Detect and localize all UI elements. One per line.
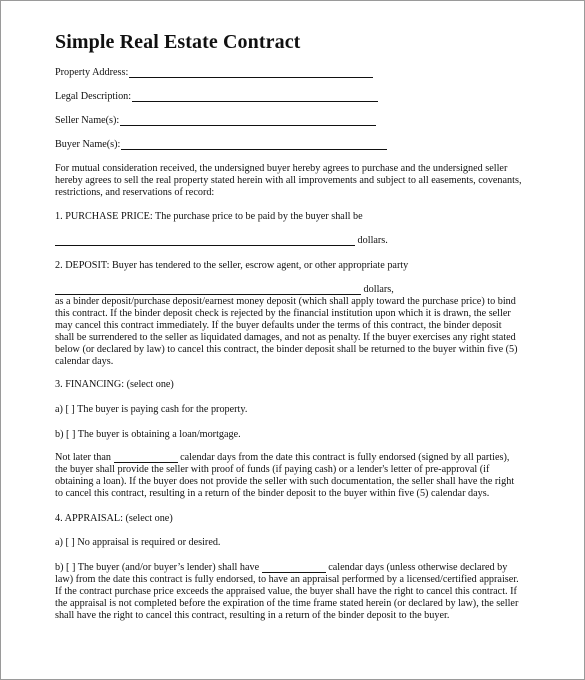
appraisal-days-blank[interactable] bbox=[262, 562, 326, 573]
purchase-price-amount-line bbox=[55, 235, 388, 246]
deposit-line: calendar days. bbox=[55, 356, 114, 368]
property-address-field bbox=[55, 67, 373, 78]
buyer-names-field bbox=[55, 139, 387, 150]
appraisal-clause bbox=[55, 574, 545, 622]
seller-names-field bbox=[55, 115, 376, 126]
appraisal-line: law) from the date this contract is fully endorsed, to have an appraisal performed by a licensed/certified appraiser. bbox=[55, 574, 519, 585]
appraisal-option-b-rest: calendar days (unless otherwise declared by bbox=[328, 562, 508, 573]
financing-line: to cancel this contract, resulting in a return of the binder deposit to the buyer within five (5) calendar days. bbox=[55, 488, 490, 500]
financing-first-line-rest: calendar days from the date this contract is fully endorsed (signed by all parties), bbox=[180, 452, 510, 463]
appraisal-heading: 4. APPRAISAL: (select one) bbox=[55, 513, 173, 524]
buyer-names-label: Buyer Name(s): bbox=[55, 139, 121, 150]
appraisal-option-a[interactable]: a) [ ] No appraisal is required or desired. bbox=[55, 537, 221, 548]
financing-line: the buyer shall provide the seller with proof of funds (if paying cash) or a lender's letter of pre-approval (if bbox=[55, 464, 490, 475]
financing-heading: 3. FINANCING: (select one) bbox=[55, 379, 174, 390]
deposit-clause bbox=[55, 296, 545, 369]
deposit-line: this contract. If the binder deposit check is rejected by the financial institution upon which it is drawn, the seller bbox=[55, 308, 511, 320]
document-title: Simple Real Estate Contract bbox=[55, 31, 301, 53]
deposit-line: below (or declared by law) to cancel this contract, the binder deposit shall be returned to the buyer within five (5) bbox=[55, 344, 518, 356]
seller-names-blank[interactable] bbox=[120, 115, 376, 126]
appraisal-line: the appraisal is not completed before the expiration of the time frame stated herein (or declared by law), the seller bbox=[55, 598, 519, 610]
appraisal-line: shall have the right to cancel this contract, resulting in a return of the binder deposit to the buyer. bbox=[55, 610, 450, 622]
financing-not-later-than: Not later than bbox=[55, 452, 112, 463]
purchase-price-heading: 1. PURCHASE PRICE: The purchase price to be paid by the buyer shall be bbox=[55, 211, 363, 222]
appraisal-option-b-line bbox=[55, 562, 507, 573]
deposit-line: as a binder deposit/purchase deposit/earnest money deposit (which shall apply toward the purchase price) to bind bbox=[55, 296, 516, 307]
financing-option-a[interactable]: a) [ ] The buyer is paying cash for the property. bbox=[55, 404, 248, 415]
deposit-blank[interactable] bbox=[55, 284, 361, 295]
purchase-price-dollars: dollars. bbox=[357, 235, 388, 246]
property-address-blank[interactable] bbox=[129, 67, 373, 78]
deposit-amount-line bbox=[55, 284, 394, 295]
financing-days-blank[interactable] bbox=[114, 452, 178, 463]
appraisal-line: If the contract purchase price exceeds the appraised value, the buyer shall have the right to cancel this contract. If bbox=[55, 586, 517, 598]
appraisal-option-b-start[interactable]: b) [ ] The buyer (and/or buyer’s lender) shall have bbox=[55, 562, 260, 573]
legal-description-field bbox=[55, 91, 378, 102]
financing-clause bbox=[55, 464, 545, 500]
financing-option-b[interactable]: b) [ ] The buyer is obtaining a loan/mortgage. bbox=[55, 429, 241, 440]
deposit-line: shall be surrendered to the seller as liquidated damages, and not as penalty. If the buyer exercises any right stated bbox=[55, 332, 516, 344]
deposit-line: may cancel this contract immediately. If the buyer defaults under the terms of this contract, the binder deposit bbox=[55, 320, 502, 332]
deposit-heading: 2. DEPOSIT: Buyer has tendered to the seller, escrow agent, or other appropriate party bbox=[55, 260, 409, 271]
legal-description-label: Legal Description: bbox=[55, 91, 132, 102]
buyer-names-blank[interactable] bbox=[121, 139, 387, 150]
property-address-label: Property Address: bbox=[55, 67, 129, 78]
financing-line: obtaining a loan). If the buyer does not provide the seller with such documentation, the seller shall have the right bbox=[55, 476, 515, 488]
legal-description-blank[interactable] bbox=[132, 91, 378, 102]
financing-deadline-line bbox=[55, 452, 509, 463]
intro-paragraph: For mutual consideration received, the undersigned buyer hereby agrees to purchase and the undersigned seller hereby agrees to sell the real property stated herein with all improvements and subject to all easements, covenants, restrictions, and reservations of record: bbox=[55, 163, 522, 199]
purchase-price-blank[interactable] bbox=[55, 235, 355, 246]
deposit-dollars: dollars, bbox=[363, 284, 394, 295]
seller-names-label: Seller Name(s): bbox=[55, 115, 120, 126]
